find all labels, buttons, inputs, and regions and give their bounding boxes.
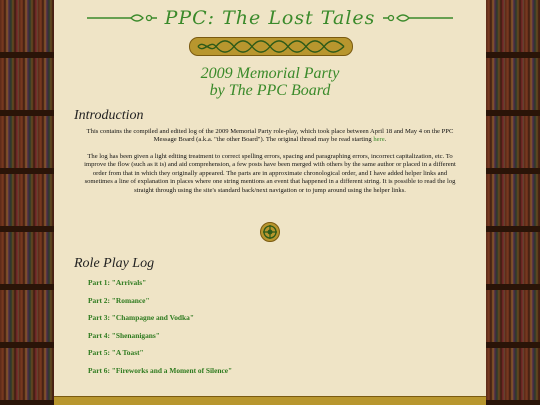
- page-title: [54, 65, 486, 99]
- original-thread-link[interactable]: here: [373, 136, 385, 144]
- left-flourish-icon: [87, 12, 157, 24]
- part-2-link[interactable]: Part 2: "Romance": [88, 295, 150, 305]
- right-bookshelf-border: [486, 0, 540, 405]
- celtic-knot-icon: [190, 38, 352, 55]
- left-bookshelf-border: [0, 0, 54, 405]
- site-title[interactable]: PPC: The Lost Tales: [164, 7, 376, 29]
- part-5-link[interactable]: Part 5: "A Toast": [88, 348, 144, 357]
- introduction-heading: Introduction: [74, 108, 144, 123]
- part-3-link[interactable]: Part 3: "Champagne and Vodka": [88, 313, 194, 322]
- part-6-link[interactable]: Part 6: "Fireworks and a Moment of Silence": [88, 365, 233, 375]
- bottom-knot-border: [54, 396, 486, 405]
- site-banner: [54, 6, 486, 30]
- page-title-line1: 2009 Memorial Party: [200, 65, 340, 82]
- intro-paragraph-1: [84, 128, 456, 145]
- intro-p1-end: .: [384, 136, 387, 144]
- page-title-line2: by The PPC Board: [209, 82, 331, 99]
- page-content: [54, 0, 486, 405]
- celtic-knot-divider: [189, 37, 353, 56]
- part-4-link[interactable]: Part 4: "Shenanigans": [88, 330, 160, 340]
- role-play-log-heading: Role Play Log: [74, 256, 155, 271]
- intro-paragraph-2: The log has been given a light editing treatment to correct spelling errors, spacing and paragraphing errors, incorrect capitalization, etc. To improve the flow (such as it is) and aid comprehension, a few posts have been merged with others by the same author or placed in a different order from that in which they originally appeared. The parts are in approximate chronological order, and I have added helper links and sometimes a line of explanation in places where one string mentions an event that happened in a different string. It is possible to read the log straight through using the site's standard back/next navigation or to jump around using the helper links.: [84, 153, 456, 194]
- parts-list: [88, 278, 232, 383]
- right-flourish-icon: [383, 12, 453, 24]
- intro-p1-text: This contains the compiled and edited log of the 2009 Memorial Party role-play, which took place between April 18 and May 4 on the PPC Message Board (a.k.a. "the other Board"). The original thread may be read starting: [86, 128, 454, 144]
- part-1-link[interactable]: Part 1: "Arrivals": [88, 278, 147, 287]
- celtic-medallion-icon: [260, 222, 280, 242]
